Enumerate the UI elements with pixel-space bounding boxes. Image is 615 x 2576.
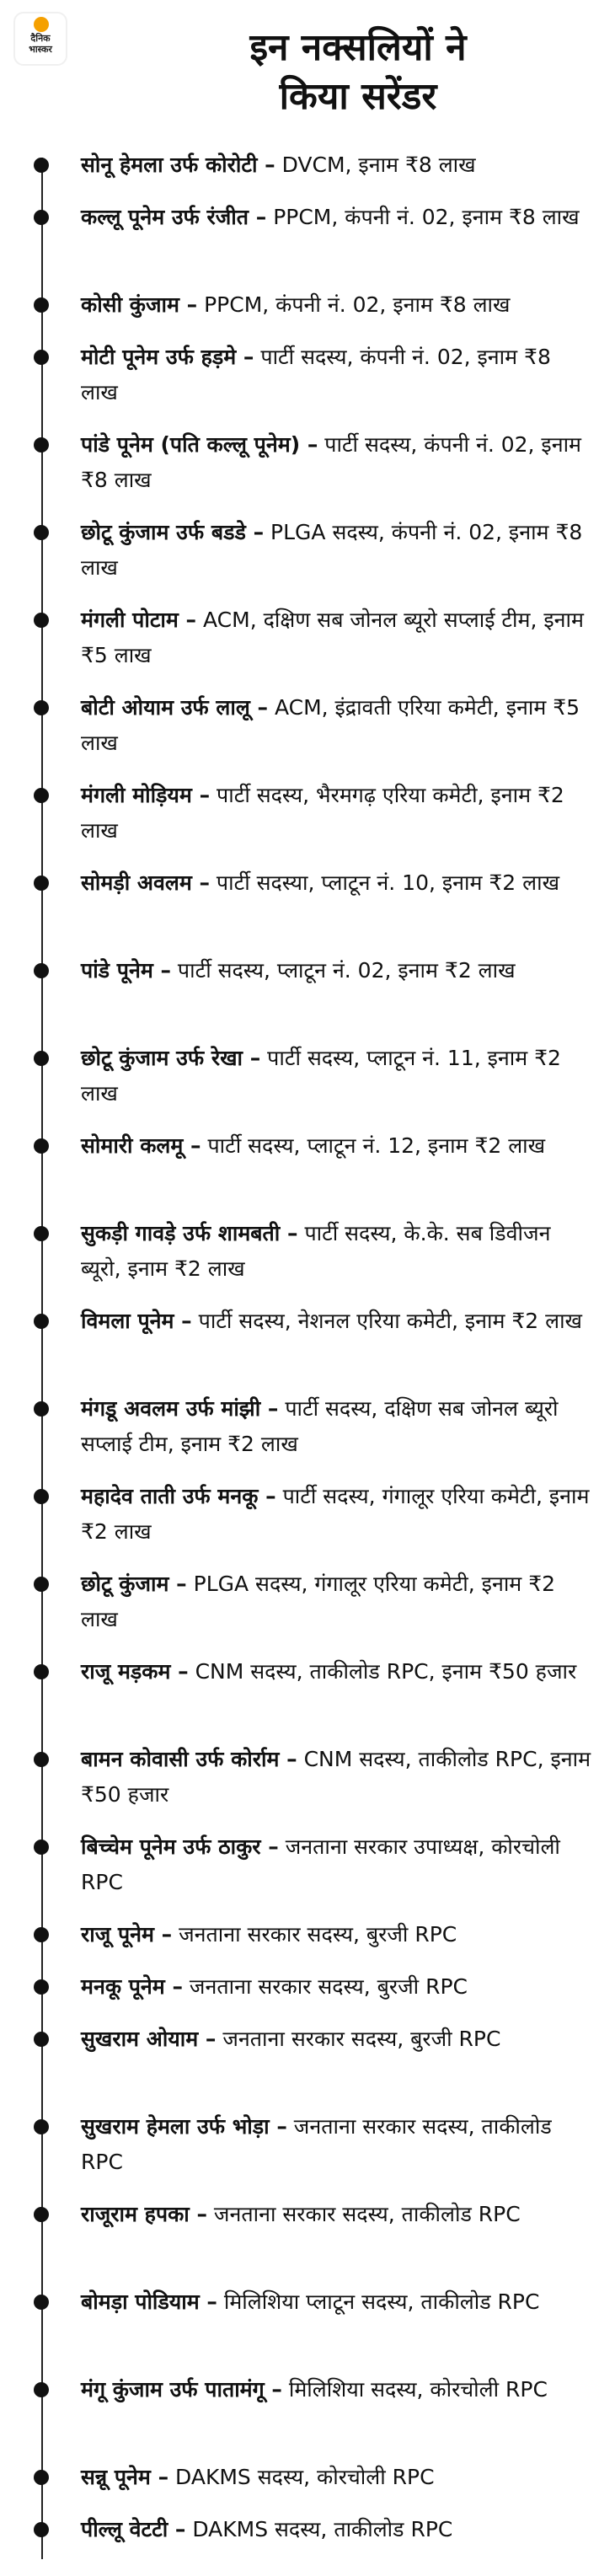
bullet-dot-icon [34,1664,49,1679]
item-desc: ACM, दक्षिण सब जोनल ब्यूरो सप्लाई टीम, इनाम ₹5 लाख [81,608,584,667]
item-name: पांडे पूनेम – [81,958,171,983]
item-name: सुकड़ी गावड़े उर्फ शामबती – [81,1221,298,1245]
item-name: राजू पूनेम – [81,1922,173,1947]
bullet-dot-icon [34,297,49,313]
brand-logo [13,12,67,66]
item-desc: पार्टी सदस्य, नेशनल एरिया कमेटी, इनाम ₹2 लाख [191,1309,582,1333]
item-name: पील्लू वेटटी – [81,2517,186,2541]
item-desc: ACM, इंद्रावती एरिया कमेटी, इनाम ₹5 लाख [81,695,580,755]
item-desc: PPCM, कंपनी नं. 02, इनाम ₹8 लाख [266,205,580,229]
bullet-dot-icon [34,1226,49,1241]
list-item [0,865,615,940]
list-item [0,147,615,186]
list-item [0,427,615,501]
logo-text-line2: भास्कर [29,44,52,55]
item-desc: CNM सदस्य, ताकीलोड RPC, इनाम ₹50 हजार [81,1747,591,1807]
page-title [101,24,615,121]
list-item [0,1216,615,1290]
bullet-dot-icon [34,437,49,453]
surrender-list [0,147,615,2564]
list-item [0,1969,615,2008]
bullet-dot-icon [34,1489,49,1504]
item-name: बिच्चेम पूनेम उर्फ ठाकुर – [81,1834,279,1859]
list-item [0,1917,615,1956]
list-item [0,1304,615,1378]
list-item [0,602,615,677]
item-name: सन्नू पूनेम – [81,2465,169,2489]
item-desc: पार्टी सदस्य, प्लाटून नं. 12, इनाम ₹2 लाख [201,1133,546,1158]
list-item [0,2022,615,2096]
list-item [0,287,615,326]
item-name: सोनू हेमला उर्फ कोरोटी – [81,153,275,177]
bullet-dot-icon [34,2295,49,2310]
list-item [0,1479,615,1553]
list-item [0,953,615,1027]
item-name: मंगू कुंजाम उर्फ पातामंगू – [81,2377,282,2402]
list-item [0,2460,615,2498]
item-name: सुखराम हेमला उर्फ भोड़ा – [81,2114,287,2139]
bullet-dot-icon [34,525,49,540]
bullet-dot-icon [34,1840,49,1855]
bullet-dot-icon [34,700,49,715]
list-item [0,200,615,274]
bullet-dot-icon [34,788,49,803]
item-name: सोमारी कलमू – [81,1133,201,1158]
list-item [0,1742,615,1816]
item-desc: पार्टी सदस्य, प्लाटून नं. 11, इनाम ₹2 लाख [81,1046,561,1106]
item-desc: जनताना सरकार सदस्य, बुरजी RPC [172,1922,457,1947]
item-name: बोमड़ा पोडियाम – [81,2289,217,2314]
bullet-dot-icon [34,1752,49,1767]
bullet-dot-icon [34,876,49,891]
item-desc: पार्टी सदस्या, प्लाटून नं. 10, इनाम ₹2 लाख [209,870,560,895]
bullet-dot-icon [34,2470,49,2485]
item-name: महादेव ताती उर्फ मनकू – [81,1484,276,1508]
list-item [0,1829,615,1904]
item-name: राजू मड़कम – [81,1659,189,1684]
item-name: बोटी ओयाम उर्फ लालू – [81,695,268,720]
item-desc: DAKMS सदस्य, ताकीलोड RPC [185,2517,453,2541]
bullet-dot-icon [34,1927,49,1942]
logo-text-line1: दैनिक [30,33,51,44]
item-desc: PLGA सदस्य, गंगालूर एरिया कमेटी, इनाम ₹2 लाख [81,1572,555,1631]
item-desc: पार्टी सदस्य, भैरमगढ़ एरिया कमेटी, इनाम ₹2 लाख [81,783,564,843]
item-desc: जनताना सरकार उपाध्यक्ष, कोरचोली RPC [81,1834,560,1894]
title-line1: इन नक्सलियों ने [249,26,467,69]
item-name: कोसी कुंजाम – [81,292,198,317]
item-name: सोमड़ी अवलम – [81,870,210,895]
sun-icon [34,17,49,32]
list-item [0,2284,615,2359]
title-line2: किया सरेंडर [279,75,437,118]
item-desc: जनताना सरकार सदस्य, बुरजी RPC [216,2027,501,2051]
bullet-dot-icon [34,2119,49,2134]
item-name: मंगली पोटाम – [81,608,197,632]
item-desc: PPCM, कंपनी नं. 02, इनाम ₹8 लाख [197,292,511,317]
list-item [0,778,615,852]
item-desc: पार्टी सदस्य, के.के. सब डिवीजन ब्यूरो, इनाम ₹2 लाख [81,1221,551,1281]
bullet-dot-icon [34,158,49,173]
bullet-dot-icon [34,1314,49,1329]
item-name: मंगडू अवलम उर्फ मांझी – [81,1396,279,1421]
bullet-dot-icon [34,2032,49,2047]
item-name: छोटू कुंजाम – [81,1572,187,1596]
item-name: छोटू कुंजाम उर्फ रेखा – [81,1046,261,1070]
list-item [0,2372,615,2446]
item-desc: जनताना सरकार सदस्य, ताकीलोड RPC [81,2114,552,2174]
bullet-dot-icon [34,613,49,628]
item-desc: DAKMS सदस्य, कोरचोली RPC [168,2465,435,2489]
list-item [0,2197,615,2271]
list-item [0,1041,615,1115]
list-item [0,340,615,414]
list-item [0,1391,615,1465]
list-item [0,515,615,589]
bullet-dot-icon [34,2522,49,2537]
item-desc: मिलिशिया प्लाटून सदस्य, ताकीलोड RPC [217,2289,540,2314]
bullet-dot-icon [34,1979,49,1995]
bullet-dot-icon [34,210,49,225]
bullet-dot-icon [34,2207,49,2222]
list-item [0,1128,615,1202]
item-name: छोटू कुंजाम उर्फ बडडे – [81,520,265,544]
item-desc: पार्टी सदस्य, प्लाटून नं. 02, इनाम ₹2 लाख [170,958,516,983]
item-desc: मिलिशिया सदस्य, कोरचोली RPC [281,2377,548,2402]
item-name: मनकू पूनेम – [81,1974,183,1999]
item-name: कल्लू पूनेम उर्फ रंजीत – [81,205,267,229]
bullet-dot-icon [34,1577,49,1592]
list-item [0,2512,615,2551]
item-desc: पार्टी सदस्य, कंपनी नं. 02, इनाम ₹8 लाख [81,432,582,492]
item-desc: DVCM, इनाम ₹8 लाख [275,153,476,177]
item-desc: PLGA सदस्य, कंपनी नं. 02, इनाम ₹8 लाख [81,520,583,580]
item-desc: पार्टी सदस्य, दक्षिण सब जोनल ब्यूरो सप्लाई टीम, इनाम ₹2 लाख [81,1396,559,1456]
list-item [0,1566,615,1641]
item-name: राजूराम हपका – [81,2202,207,2226]
item-name: पांडे पूनेम (पति कल्लू पूनेम) – [81,432,318,457]
item-desc: CNM सदस्य, ताकीलोड RPC, इनाम ₹50 हजार [188,1659,577,1684]
item-name: बामन कोवासी उर्फ कोर्राम – [81,1747,297,1771]
bullet-dot-icon [34,1051,49,1066]
item-name: सुखराम ओयाम – [81,2027,217,2051]
item-desc: पार्टी सदस्य, कंपनी नं. 02, इनाम ₹8 लाख [81,345,551,404]
item-name: मोटी पूनेम उर्फ हड़मे – [81,345,254,369]
list-item [0,690,615,764]
bullet-dot-icon [34,1401,49,1417]
bullet-dot-icon [34,350,49,365]
bullet-dot-icon [34,1138,49,1154]
item-name: विमला पूनेम – [81,1309,192,1333]
bullet-dot-icon [34,963,49,978]
item-name: मंगली मोड़ियम – [81,783,211,807]
item-desc: पार्टी सदस्य, गंगालूर एरिया कमेटी, इनाम ₹2 लाख [81,1484,590,1544]
item-desc: जनताना सरकार सदस्य, ताकीलोड RPC [206,2202,521,2226]
bullet-dot-icon [34,2382,49,2397]
list-item [0,1654,615,1728]
list-item [0,2109,615,2183]
item-desc: जनताना सरकार सदस्य, बुरजी RPC [182,1974,468,1999]
